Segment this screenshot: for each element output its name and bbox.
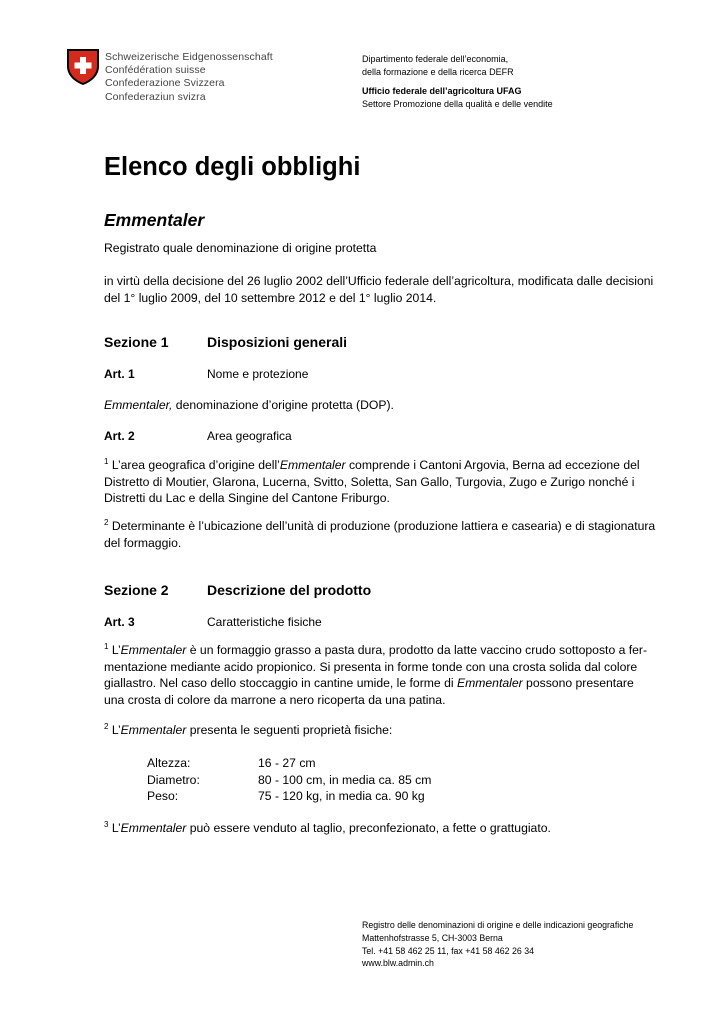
paragraph-number: 3 <box>104 820 109 829</box>
text-line: mentazione mediante acido propionico. Si presenta in forme tonde con una crosta solida dal colore <box>104 659 638 674</box>
text-run: L’ <box>108 643 121 657</box>
text-run: presenta le seguenti proprietà fisiche: <box>186 723 393 737</box>
footer-line1: Registro delle denominazioni di origine e delle indicazioni geografiche <box>362 920 634 930</box>
footer-address <box>362 919 633 970</box>
confed-it: Confederazione Svizzera <box>105 77 225 90</box>
paragraph-number: 2 <box>104 722 109 731</box>
section-number: Sezione 2 <box>104 582 169 598</box>
product-name: Emmentaler <box>104 210 205 230</box>
article-3-paragraph-1 <box>104 642 664 708</box>
article-title: Nome e protezione <box>207 367 309 381</box>
text-line: Distretti du Lac e della Singine del Cantone Friburgo. <box>104 491 390 505</box>
property-row <box>147 772 431 789</box>
property-label: Peso: <box>147 789 179 803</box>
article-2-heading <box>104 429 292 443</box>
section-1-heading <box>104 334 347 350</box>
swiss-coat-of-arms-icon <box>66 48 100 86</box>
product-name-inline: Emmentaler <box>456 676 523 690</box>
decision-paragraph <box>104 273 664 306</box>
section-2-heading <box>104 582 371 598</box>
article-3-paragraph-3 <box>104 820 664 837</box>
article-3-heading <box>104 615 322 629</box>
section-number: Sezione 1 <box>104 334 169 350</box>
confed-fr: Confédération suisse <box>105 64 206 77</box>
paragraph-number: 2 <box>104 518 109 527</box>
document-title: Elenco degli obblighi <box>104 153 361 181</box>
product-name-inline: Emmentaler <box>120 643 187 657</box>
physical-properties-table <box>147 755 431 805</box>
text-run: L’ <box>108 821 121 835</box>
text-line: del formaggio. <box>104 535 182 550</box>
article-number: Art. 2 <box>104 429 135 443</box>
text-run: è un formaggio grasso a pasta dura, prodotto da latte vaccino crudo sottoposto a fer- <box>186 643 648 657</box>
text-run: giallastro. Nel caso dello stoccaggio in cantine umide, le forme di <box>104 676 457 690</box>
article-2-paragraph-1 <box>104 457 664 507</box>
product-name-inline: Emmentaler <box>279 458 346 472</box>
footer-line3: Tel. +41 58 462 25 11, fax +41 58 462 26 34 <box>362 945 535 956</box>
decision-line1: in virtù della decisione del 26 luglio 2002 dell’Ufficio federale dell’agricoltura, modificata dalle decisioni <box>104 274 654 288</box>
product-name-inline: Emmentaler <box>120 821 187 835</box>
footer-website-link[interactable]: www.blw.admin.ch <box>362 958 434 969</box>
property-row <box>147 755 431 772</box>
property-label: Altezza: <box>147 756 191 770</box>
article-title: Area geografica <box>207 429 292 443</box>
property-value: 16 - 27 cm <box>258 756 316 770</box>
article-3-paragraph-2 <box>104 722 664 739</box>
product-name-inline: Emmentaler, <box>104 398 173 412</box>
text-run: L’area geografica d’origine dell’ <box>108 458 280 472</box>
footer-line2: Mattenhofstrasse 5, CH-3003 Berna <box>362 932 503 943</box>
paragraph-number: 1 <box>104 457 109 466</box>
text-run: comprende i Cantoni Argovia, Berna ad eccezione del <box>345 458 640 472</box>
article-2-paragraph-2 <box>104 518 664 551</box>
confederation-names <box>105 51 273 104</box>
property-value: 75 - 120 kg, in media ca. 90 kg <box>258 789 425 803</box>
text-line: una crosta di colore da marrone a nero ricoperta da una patina. <box>104 692 446 707</box>
article-text: denominazione d’origine protetta (DOP). <box>172 398 394 412</box>
office-name: Ufficio federale dell’agricoltura UFAG <box>362 86 522 96</box>
text-run: L’ <box>108 723 121 737</box>
text-run: può essere venduto al taglio, preconfezionato, a fette o grattugiato. <box>186 821 551 835</box>
section-title: Descrizione del prodotto <box>207 582 372 598</box>
confed-de: Schweizerische Eidgenossenschaft <box>105 51 273 63</box>
section-title: Disposizioni generali <box>207 334 348 350</box>
decision-line2: del 1° luglio 2009, del 10 settembre 2012 e del 1° luglio 2014. <box>104 290 437 305</box>
text-line: Distretto di Moutier, Glarona, Lucerna, Svitto, Soletta, San Gallo, Turgovia, Zugo e Zurigo nonché i <box>104 474 635 489</box>
registration-note: Registrato quale denominazione di origine protetta <box>104 241 377 255</box>
property-row <box>147 788 431 805</box>
product-name-inline: Emmentaler <box>120 723 187 737</box>
dept-line2: della formazione e della ricerca DEFR <box>362 67 514 77</box>
text-run: possono presentare <box>522 676 634 690</box>
article-number: Art. 3 <box>104 615 135 629</box>
article-1-text <box>104 397 664 414</box>
article-1-heading <box>104 367 308 381</box>
text-run: Determinante è l’ubicazione dell’unità di produzione (produzione lattiera e casearia) e di stagionatura <box>108 519 656 533</box>
sector-name: Settore Promozione della qualità e delle vendite <box>362 99 553 109</box>
dept-line1: Dipartimento federale dell’economia, <box>362 54 509 64</box>
article-title: Caratteristiche fisiche <box>207 615 322 629</box>
property-value: 80 - 100 cm, in media ca. 85 cm <box>258 772 432 787</box>
confed-rm: Confederaziun svizra <box>105 90 206 103</box>
department-block <box>362 53 553 111</box>
article-number: Art. 1 <box>104 367 135 381</box>
property-label: Diametro: <box>147 772 200 787</box>
paragraph-number: 1 <box>104 642 109 651</box>
